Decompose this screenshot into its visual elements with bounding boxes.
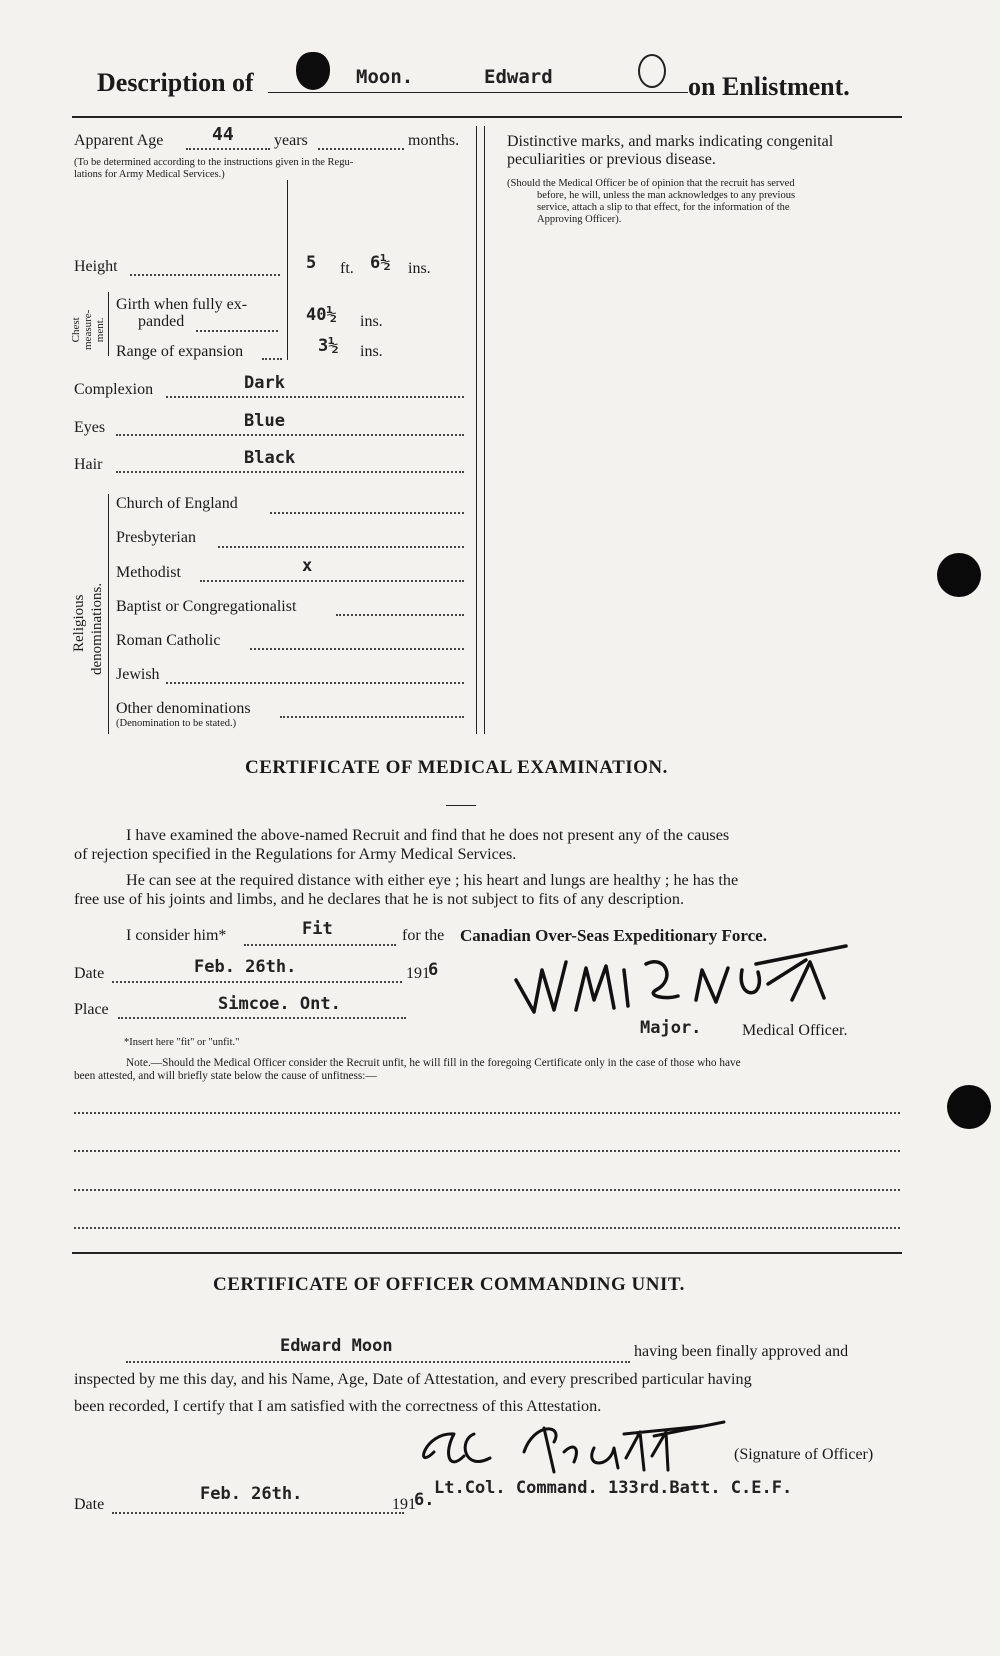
medical-date-dots (112, 981, 402, 983)
distinctive-note-2: before, he will, unless the man acknowledges to any previous (537, 190, 796, 201)
medical-date-label: Date (74, 965, 105, 982)
commanding-certificate-title: CERTIFICATE OF OFFICER COMMANDING UNIT. (213, 1274, 685, 1295)
commanding-officer-signature (404, 1412, 734, 1482)
religion-dots-3 (336, 614, 464, 616)
commanding-line3: been recorded, I certify that I am satisfied with the correctness of this Attestation. (74, 1397, 602, 1415)
unfit-note-line2: been attested, and will briefly state below the cause of unfitness:— (74, 1070, 377, 1082)
height-dots (130, 274, 280, 276)
height-ins-label: ins. (408, 260, 431, 277)
insert-note: *Insert here "fit" or "unfit." (124, 1037, 240, 1048)
unfitness-line-1 (74, 1112, 900, 1114)
age-value: 44 (212, 124, 234, 145)
girth-value: 40½ (306, 305, 337, 325)
section-rule (72, 1252, 902, 1254)
medical-place-label: Place (74, 1001, 109, 1018)
unfitness-line-4 (74, 1227, 900, 1229)
religion-church-of-england: Church of England (116, 495, 238, 512)
chest-brace (108, 292, 109, 356)
medical-para1-line2: of rejection specified in the Regulations for Army Medical Services. (74, 845, 517, 863)
eyes-label: Eyes (74, 419, 106, 436)
complexion-dots (166, 396, 464, 398)
girth-dots (196, 330, 278, 332)
unfitness-line-3 (74, 1189, 900, 1191)
hair-value: Black (244, 448, 296, 468)
punch-hole-lower (947, 1085, 991, 1129)
header-underline (268, 92, 688, 93)
chest-side-label: Chest measure- ment. (70, 309, 106, 350)
surname-field: Moon. (356, 66, 414, 88)
religion-baptist: Baptist or Congregationalist (116, 598, 297, 615)
eyes-dots (116, 434, 464, 436)
header-rule (72, 116, 902, 118)
consider-dots (244, 944, 396, 946)
range-label: Range of expansion (116, 343, 244, 360)
months-dots (318, 148, 404, 150)
column-divider-right (484, 126, 485, 734)
religion-dots-2 (200, 580, 464, 582)
medical-date-value: Feb. 26th. (194, 957, 297, 977)
consider-value: Fit (302, 919, 333, 939)
apparent-age-label: Apparent Age (74, 132, 164, 149)
signature-of-officer-label: (Signature of Officer) (734, 1446, 874, 1463)
religion-dots-5 (166, 682, 464, 684)
commanding-date-dots (112, 1512, 404, 1514)
distinctive-note-4: Approving Officer). (537, 214, 622, 225)
title-suffix: on Enlistment. (688, 72, 850, 101)
complexion-value: Dark (244, 373, 285, 393)
girth-ins-label: ins. (360, 313, 383, 330)
title-prefix: Description of (97, 68, 254, 97)
range-value: 3½ (318, 336, 339, 356)
ink-blot-mark (296, 52, 330, 90)
hair-dots (116, 471, 464, 473)
medical-officer-signature (506, 940, 866, 1030)
religion-dots-1 (218, 546, 464, 548)
medical-title-rule (446, 805, 476, 806)
religion-side-label-2: denominations. (89, 582, 105, 675)
punch-hole-upper (937, 553, 981, 597)
commanding-date-label: Date (74, 1496, 105, 1513)
commanding-date-value: Feb. 26th. (200, 1484, 303, 1504)
medical-certificate-title: CERTIFICATE OF MEDICAL EXAMINATION. (245, 757, 668, 778)
complexion-label: Complexion (74, 381, 154, 398)
unfitness-line-2 (74, 1150, 900, 1152)
for-the-label: for the (402, 927, 445, 944)
years-label: years (274, 132, 308, 149)
medical-para2-line1: He can see at the required distance with either eye ; his heart and lungs are healthy ; he has the (126, 871, 739, 889)
religion-methodist-mark: x (302, 556, 313, 576)
ft-label: ft. (340, 260, 354, 277)
column-divider-inner (287, 180, 288, 360)
column-divider-left (476, 126, 477, 734)
age-instruction-note: (To be determined according to the instructions given in the Regu- lations for Army Medical Services.) (74, 157, 354, 180)
medical-place-dots (118, 1017, 406, 1019)
religion-jewish: Jewish (116, 666, 160, 683)
distinctive-note-3: service, attach a slip to that effect, for the information of the (537, 202, 790, 213)
age-dots (186, 148, 270, 150)
height-in-value: 6½ (370, 253, 391, 273)
religion-other: Other denominations (116, 700, 251, 717)
commanding-name-dots (126, 1361, 630, 1363)
hair-label: Hair (74, 456, 103, 473)
girth-label-1: Girth when fully ex- (116, 296, 248, 313)
commanding-command-value: Lt.Col. Command. 133rd.Batt. C.E.F. (434, 1478, 793, 1498)
religion-dots-4 (250, 648, 464, 650)
religion-presbyterian: Presbyterian (116, 529, 196, 546)
given-name-field: Edward (484, 66, 553, 88)
range-dots (262, 358, 282, 360)
commanding-line2: inspected by me this day, and his Name, Age, Date of Attestation, and every prescribed particular having (74, 1370, 752, 1388)
ring-mark (638, 54, 666, 88)
distinctive-note-1: (Should the Medical Officer be of opinion that the recruit has served (507, 178, 795, 189)
height-label: Height (74, 258, 118, 275)
commanding-year-prefix: 191 (392, 1496, 416, 1513)
religion-dots-6 (280, 716, 464, 718)
commanding-line1-end: having been finally approved and (634, 1343, 849, 1360)
commanding-year-suffix: 6. (414, 1490, 435, 1510)
medical-para1-line1: I have examined the above-named Recruit and find that he does not present any of the causes (126, 826, 730, 844)
distinctive-heading-2: peculiarities or previous disease. (507, 151, 716, 168)
medical-year-prefix: 191 (406, 965, 430, 982)
religion-side-label-1: Religious (71, 594, 87, 652)
medical-place-value: Simcoe. Ont. (218, 994, 341, 1014)
religion-other-note: (Denomination to be stated.) (116, 718, 237, 729)
medical-rank-value: Major. (640, 1018, 702, 1038)
religion-dots-0 (270, 512, 464, 514)
religion-brace (108, 494, 109, 734)
medical-year-suffix: 6 (428, 960, 439, 980)
commanding-name-value: Edward Moon (280, 1336, 393, 1356)
height-ft-value: 5 (306, 253, 317, 273)
eyes-value: Blue (244, 411, 285, 431)
girth-label-2: panded (138, 313, 185, 330)
religion-methodist: Methodist (116, 564, 181, 581)
medical-para2-line2: free use of his joints and limbs, and he declares that he is not subject to fits of any description. (74, 890, 685, 908)
consider-label: I consider him* (126, 927, 227, 944)
months-label: months. (408, 132, 460, 149)
range-ins-label: ins. (360, 343, 383, 360)
medical-officer-label: Medical Officer. (742, 1022, 848, 1039)
religion-roman-catholic: Roman Catholic (116, 632, 221, 649)
unfit-note-line1: Note.—Should the Medical Officer consider the Recruit unfit, he will fill in the foregoing Certificate only in the case of those who have (126, 1057, 741, 1069)
force-label: Canadian Over-Seas Expeditionary Force. (460, 926, 767, 945)
distinctive-heading-1: Distinctive marks, and marks indicating congenital (507, 133, 834, 150)
